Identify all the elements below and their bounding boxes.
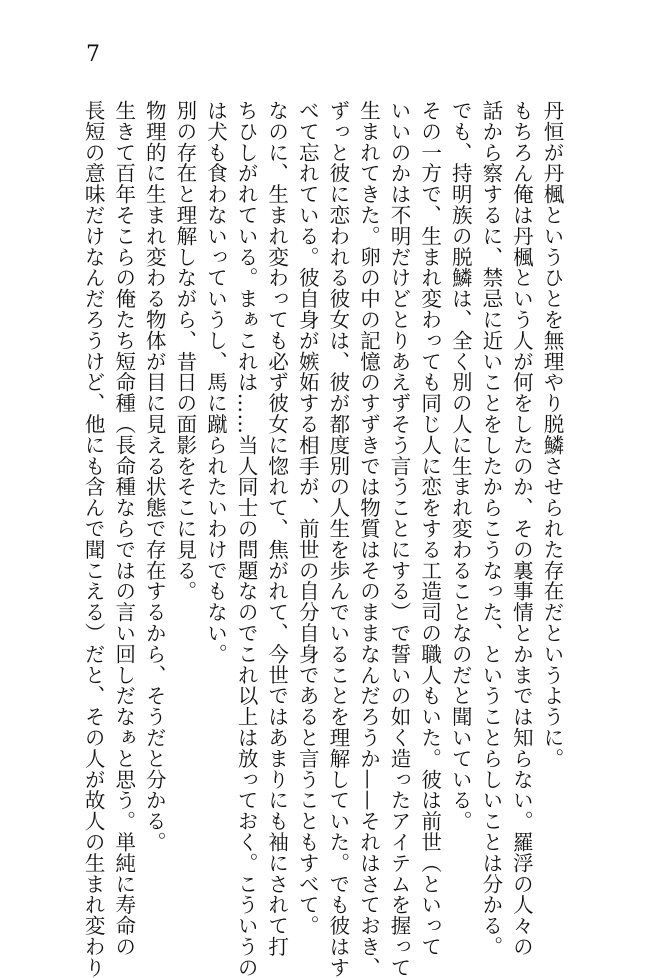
text-line: 別の存在と理解しながら、昔日の面影をそこに見る。 <box>172 100 197 602</box>
text-line: 物理的に生まれ変わる物体が目に見える状態で存在するから、そうだと分かる。 <box>142 100 167 853</box>
text-line: いいのかは不明だけどとりあえずそう言うことにする）で誓いの如く造ったアイテムを握って <box>387 100 412 978</box>
page-number: 7 <box>86 42 100 67</box>
text-line: その一方で、生まれ変わっても同じ人に恋をする工造司の職人もいた。彼は前世（といって <box>417 100 442 957</box>
text-line: 生まれてきた。卵の中の記憶のすずきでは物質はそのままなんだろうか——それはさておき、 <box>356 100 381 978</box>
text-line: ちひしがれている。まぁこれは……当人同士の問題なのでこれ以上は放っておく。こういうの <box>234 100 259 978</box>
text-line: なのに、生まれ変わっても必ず彼女に惚れて、焦がれて、今世ではあまりにも袖にされて打 <box>264 100 289 957</box>
text-line: もちろん俺は丹楓という人が何をしたのか、その裏事情とかまでは知らない。羅浮の人々の <box>509 100 534 957</box>
text-line: 話から察するに、禁忌に近いことをしたからこうなった、ということらしいことは分かる。 <box>478 100 503 957</box>
text-line: でも、持明族の脱鱗は、全く別の人に生まれ変わることなのだと聞いている。 <box>448 100 473 832</box>
text-line: 長短の意味だけなんだろうけど、他にも含んで聞こえる）だと、その人が故人の生まれ変わり <box>81 100 106 978</box>
text-line: べて忘れている。彼自身が嫉妬する相手が、前世の自分自身であると言うこともすべて。 <box>295 100 320 936</box>
text-line: 丹恒が丹楓というひとを無理やり脱鱗させられた存在だというように。 <box>540 100 564 769</box>
text-line: は犬も食わないっていうし、馬に蹴られたいわけでもない。 <box>203 100 228 665</box>
text-line: ずっと彼に恋われる彼女は、彼が都度別の人生を歩んでいることを理解していた。でも彼はす <box>325 100 350 978</box>
body-text <box>78 100 568 978</box>
text-line: 生きて百年そこらの俺たち短命種（長命種ならではの言い回しだなぁと思う。単純に寿命の <box>111 100 136 957</box>
